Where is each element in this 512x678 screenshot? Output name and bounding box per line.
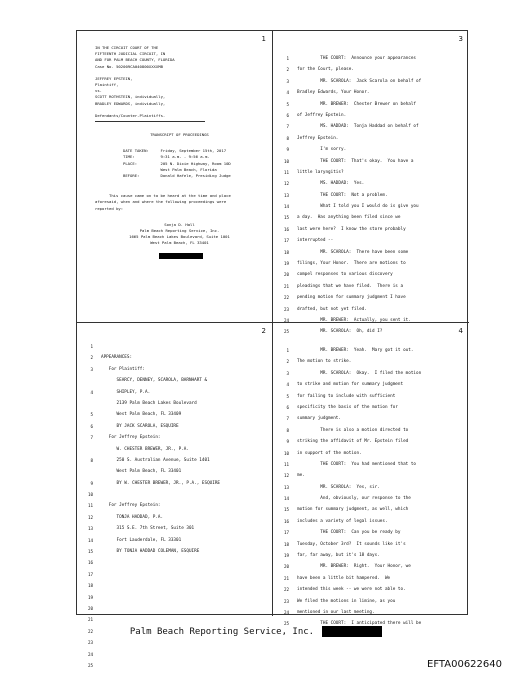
line-numbers	[81, 341, 93, 671]
line-number: 1	[90, 344, 93, 349]
transcript-line: Jeffrey Epstein.	[297, 135, 339, 141]
detail-line: BEFORE: Donald Hafele, Presiding Judge	[123, 173, 231, 179]
transcript-line: West Palm Beach, FL 33409	[101, 412, 182, 418]
party-line: Plaintiff,	[95, 82, 119, 88]
line-number: 9	[286, 147, 289, 153]
transcript-line	[101, 660, 266, 671]
transcript-line: last were here? I know the store probably	[297, 226, 406, 232]
line-number: 5	[90, 412, 93, 418]
statement	[95, 193, 264, 212]
line-number: 25	[87, 662, 93, 668]
line-number: 19	[283, 553, 289, 559]
page-number: 3	[458, 35, 463, 43]
line-number: 4	[90, 389, 93, 395]
transcript-page-3	[273, 31, 469, 335]
transcript-line: We filed the motions in limine, as you	[297, 598, 396, 604]
transcript-line: Bradley Edwards, Your Honor.	[297, 90, 370, 96]
detail-line: West Palm Beach, Florida	[123, 166, 217, 172]
transcript-line	[101, 649, 266, 660]
line-number: 22	[283, 587, 289, 593]
line-number: 17	[87, 571, 93, 577]
transcript-line: for the Court, please.	[297, 67, 354, 73]
transcript-sheet	[76, 30, 468, 668]
line-number: 13	[87, 526, 93, 532]
transcript-line: of Jeffrey Epstein.	[297, 112, 347, 118]
party-line: BRADLEY EDWARDS, individually,	[95, 100, 166, 106]
transcript-line: THE COURT: Announce your appearances	[297, 56, 416, 61]
defendants-line: Defendants/Counter-Plaintiffs.	[95, 112, 166, 118]
line-number: 16	[283, 226, 289, 232]
line-number: 3	[90, 366, 93, 372]
line-number: 20	[283, 564, 289, 570]
line-number: 6	[90, 423, 93, 429]
transcript-line: to strike and motion for summary judgment	[297, 382, 404, 388]
line-number: 8	[286, 135, 289, 141]
transcript-line: pending motion for summary judgment I have	[297, 295, 406, 301]
transcript-line: THE COURT: Not a problem.	[297, 192, 388, 198]
line-number: 5	[286, 101, 289, 107]
party-line: vs.	[95, 88, 103, 94]
line-number: 24	[283, 609, 289, 615]
transcript-line: drafted, but not yet filed.	[297, 306, 367, 312]
transcript-line: APPEARANCES:	[101, 355, 133, 361]
reporter-line: Sonja D. Hall	[164, 221, 195, 227]
line-number: 11	[87, 503, 93, 509]
line-number: 10	[283, 450, 289, 456]
line-number: 2	[286, 359, 289, 365]
transcript-line: MR. BREWER: Right. Your Honor, we	[297, 564, 411, 570]
footer-company: Palm Beach Reporting Service, Inc.	[129, 626, 315, 637]
parties	[95, 76, 264, 107]
line-number: 24	[283, 317, 289, 323]
transcript-line	[101, 341, 266, 352]
line-number: 24	[87, 651, 93, 657]
detail-line: TIME: 9:31 a.m. - 9:56 a.m.	[123, 154, 210, 160]
line-number: 21	[283, 575, 289, 581]
transcript-line: For Plaintiff:	[101, 366, 145, 372]
transcript-line: 250 S. Australian Avenue, Suite 1401	[101, 457, 210, 463]
transcript-line: MR. SCAROLA: There have been some	[297, 249, 409, 255]
document-id: EFTA00622640	[427, 659, 502, 670]
transcript-line: MR. SCAROLA: Oh, did I?	[297, 329, 383, 335]
transcript-line	[101, 489, 266, 500]
transcript-line: W. CHESTER BREWER, JR., P.A.	[101, 446, 189, 452]
transcript-line: mentioned in our last meeting.	[297, 609, 375, 615]
transcript-line: MR. SCAROLA: Yes, sir.	[297, 484, 380, 490]
line-number: 19	[87, 594, 93, 600]
line-number: 4	[286, 382, 289, 388]
reporter-line: Palm Beach Reporting Service, Inc.	[139, 228, 220, 234]
line-number: 18	[283, 249, 289, 255]
line-number: 10	[87, 492, 93, 498]
line-number: 12	[87, 514, 93, 520]
transcript-line: TONJA HADDAD, P.A.	[101, 514, 164, 520]
party-line: JEFFREY EPSTEIN,	[95, 75, 133, 81]
reporter-line: 1665 Palm Beach Lakes Boulevard, Suite 1001	[129, 234, 230, 240]
transcript-line: MR. BREWER: Yeah. Mary got it out.	[297, 348, 414, 353]
transcript-line: a day. Has anything been filed since we	[297, 215, 401, 221]
line-number: 15	[283, 507, 289, 513]
statement-line: This cause came on to be heard at the time and place	[109, 193, 231, 199]
transcript-line: The motion to strike.	[297, 359, 352, 365]
line-number: 9	[286, 439, 289, 445]
transcript-line: far, far away, but it's 18 days.	[297, 553, 380, 559]
transcript-line: MR. BREWER: Actually, you sent it.	[297, 317, 411, 323]
caption-line: IN THE CIRCUIT COURT OF THE	[95, 45, 159, 50]
transcript-line: summary judgment.	[297, 416, 341, 422]
line-number: 12	[283, 181, 289, 187]
line-number: 14	[283, 204, 289, 210]
transcript-line: in support of the motion.	[297, 450, 362, 456]
transcript-line: Tuesday, October 3rd? It sounds like it's	[297, 541, 406, 547]
transcript-line	[101, 569, 266, 580]
line-number: 8	[90, 457, 93, 463]
transcript-line: interrupted --	[297, 238, 334, 244]
line-number: 12	[283, 473, 289, 479]
footer-redaction	[322, 626, 382, 637]
line-number: 18	[283, 541, 289, 547]
transcript-line: MS. HADDAD: Yes.	[297, 181, 365, 187]
transcript-line: filings, Your Honor. There are motions to	[297, 261, 406, 267]
line-number: 17	[283, 530, 289, 536]
line-number	[81, 466, 93, 477]
page-number: 2	[261, 327, 266, 335]
line-number: 3	[286, 370, 289, 376]
transcript-line	[101, 580, 266, 591]
line-number: 15	[283, 215, 289, 221]
transcript-line: THE COURT: That's okay. You have a	[297, 158, 414, 164]
transcript-line: MR. SCAROLA: Jack Scarola on behalf of	[297, 78, 422, 84]
transcript-page-1	[77, 31, 273, 323]
reporter-line: West Palm Beach, FL 33401	[150, 240, 209, 246]
line-number: 6	[286, 404, 289, 410]
line-number: 14	[283, 496, 289, 502]
transcript-line	[101, 614, 266, 625]
transcript-text	[297, 345, 463, 630]
transcript-line: compel responses to various discovery	[297, 272, 393, 278]
line-number: 19	[283, 261, 289, 267]
line-number: 3	[286, 78, 289, 84]
transcript-line: MR. SCAROLA: Okay. I filed the motion	[297, 370, 422, 376]
transcript-page-4	[273, 323, 469, 627]
appearances-text	[101, 341, 266, 671]
line-number: 22	[87, 628, 93, 634]
transcript-line: for failing to include with sufficient	[297, 393, 396, 399]
transcript-title: TRANSCRIPT OF PROCEEDINGS	[150, 132, 209, 138]
line-number: 7	[90, 435, 93, 441]
line-number: 23	[87, 640, 93, 646]
page-number: 4	[458, 327, 463, 335]
transcript-line: intended this week -- we were not able to.	[297, 587, 406, 593]
line-number: 10	[283, 158, 289, 164]
transcript-line	[101, 637, 266, 648]
page-footer	[0, 626, 512, 637]
transcript-text	[297, 53, 463, 338]
line-numbers	[277, 345, 289, 630]
transcript-line: includes a variety of legal issues.	[297, 518, 388, 524]
detail-line: PLACE: 205 N. Dixie Highway, Room 10D	[123, 160, 231, 166]
transcript-line	[101, 592, 266, 603]
line-number	[81, 398, 93, 409]
transcript-line: 315 S.E. 7th Street, Suite 301	[101, 526, 195, 532]
transcript-line: THE COURT: Can you be ready by	[297, 530, 401, 536]
line-number: 21	[283, 283, 289, 289]
statement-line: reported by:	[95, 205, 124, 211]
line-number: 11	[283, 169, 289, 175]
transcript-line: me.	[297, 473, 305, 479]
line-number	[81, 375, 93, 386]
transcript-line: For Jeffrey Epstein:	[101, 435, 161, 441]
caption-rule	[95, 121, 205, 122]
transcript-line: pleadings that we have filed. There is a	[297, 283, 404, 289]
line-number: 15	[87, 549, 93, 555]
line-number: 13	[283, 192, 289, 198]
line-number: 20	[283, 272, 289, 278]
transcript-line: I'm sorry.	[297, 147, 347, 153]
transcript-line: motion for summary judgment, as well, which	[297, 507, 409, 513]
transcript-line: SEARCY, DENNEY, SCAROLA, BARNHART &	[101, 378, 208, 384]
proceeding-details	[95, 148, 264, 179]
line-number: 2	[286, 67, 289, 73]
party-line: SCOTT ROTHSTEIN, individually,	[95, 94, 166, 100]
line-number: 18	[87, 583, 93, 589]
line-number: 16	[283, 518, 289, 524]
transcript-line: striking the affidavit of Mr. Epstein filed	[297, 439, 409, 445]
case-number: Case No. 502009CA040800XXXXMB	[95, 63, 163, 69]
line-number: 22	[283, 295, 289, 301]
transcript-line: And, obviously, our response to the	[297, 496, 411, 502]
line-numbers	[277, 53, 289, 338]
line-number: 8	[286, 427, 289, 433]
line-number: 1	[286, 348, 289, 353]
line-number: 20	[87, 605, 93, 611]
transcript-line	[101, 603, 266, 614]
line-number: 23	[283, 306, 289, 312]
transcript-line: Fort Lauderdale, FL 33301	[101, 537, 182, 543]
line-number: 7	[286, 416, 289, 422]
transcript-line: SHIPLEY, P.A.	[101, 389, 151, 395]
line-number: 23	[283, 598, 289, 604]
transcript-line: What I told you I would do is give you	[297, 204, 419, 210]
transcript-line: THE COURT: I anticipated there will be	[297, 621, 422, 627]
line-number: 25	[283, 329, 289, 335]
line-number: 4	[286, 90, 289, 96]
redaction-block	[95, 253, 264, 261]
transcript-line: BY TONJA HADDAD COLEMAN, ESQUIRE	[101, 549, 200, 555]
line-number: 13	[283, 484, 289, 490]
line-number: 17	[283, 238, 289, 244]
statement-line: aforesaid, when and where the following proceedings were	[95, 199, 227, 205]
transcript-line: BY W. CHESTER BREWER, JR., P.A., ESQUIRE	[101, 480, 220, 486]
line-number: 9	[90, 480, 93, 486]
line-number	[81, 444, 93, 455]
transcript-line: There is also a motion directed to	[297, 427, 409, 433]
transcript-line: West Palm Beach, FL 33401	[101, 469, 182, 475]
transcript-line: little laryngitis?	[297, 169, 344, 175]
line-number: 14	[87, 537, 93, 543]
line-number: 5	[286, 393, 289, 399]
cover-page-content	[95, 45, 264, 261]
reporter-info	[95, 222, 264, 247]
line-number: 2	[90, 355, 93, 361]
transcript-line: BY JACK SCAROLA, ESQUIRE	[101, 423, 179, 429]
line-number: 21	[87, 617, 93, 623]
transcript-line: THE COURT: You had mentioned that to	[297, 461, 416, 467]
transcript-line: For Jeffrey Epstein:	[101, 503, 161, 509]
detail-line: DATE TAKEN: Friday, September 15th, 2017	[123, 148, 227, 154]
line-number: 11	[283, 461, 289, 467]
page-number: 1	[261, 35, 266, 43]
line-number: 25	[283, 621, 289, 627]
transcript-line: have been a little bit hampered. We	[297, 575, 391, 581]
caption-line: FIFTEENTH JUDICIAL CIRCUIT, IN	[95, 51, 166, 57]
transcript-line	[101, 557, 266, 568]
transcript-line: MR. BREWER: Chester Brewer on behalf	[297, 101, 416, 107]
line-number: 16	[87, 560, 93, 566]
line-number: 7	[286, 124, 289, 130]
court-caption	[95, 45, 264, 70]
line-number: 1	[286, 56, 289, 61]
caption-line: AND FOR PALM BEACH COUNTY, FLORIDA	[95, 57, 175, 63]
transcript-line: MS. HADDAD: Tonja Haddad on behalf of	[297, 124, 419, 130]
line-number: 6	[286, 112, 289, 118]
transcript-line: 2139 Palm Beach Lakes Boulevard	[101, 400, 197, 406]
transcript-line: specificity the basis of the motion for	[297, 404, 398, 410]
